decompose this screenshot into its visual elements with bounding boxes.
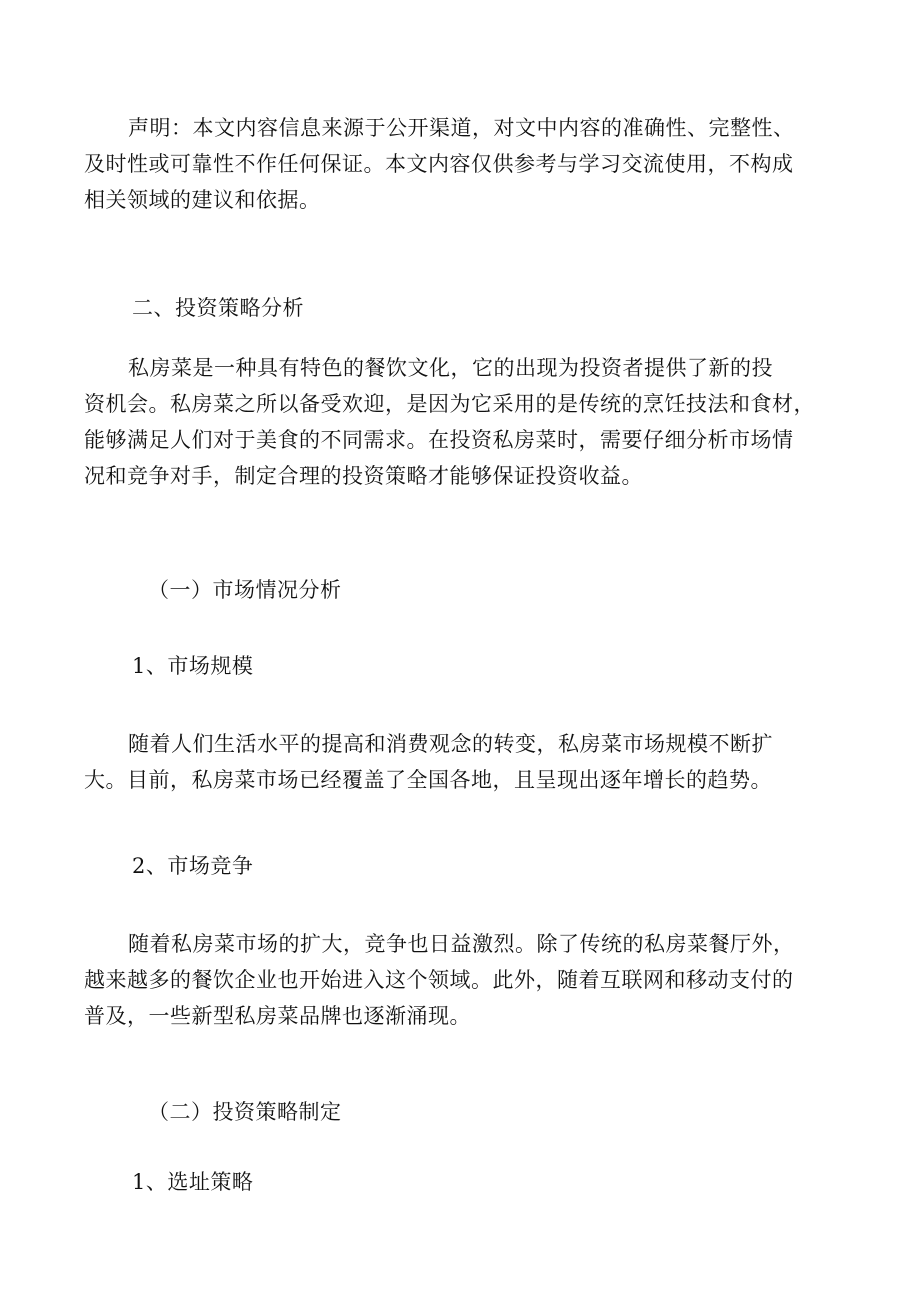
paragraph-line: 普及，一些新型私房菜品牌也逐渐涌现。 [84,1004,471,1028]
disclaimer-line: 相关领域的建议和依据。 [84,188,321,212]
item-heading: 1、选址策略 [132,1170,254,1194]
paragraph-line: 随着人们生活水平的提高和消费观念的转变，私房菜市场规模不断扩 [128,732,773,756]
paragraph-line: 况和竞争对手，制定合理的投资策略才能够保证投资收益。 [84,464,643,488]
item-heading: 2、市场竞争 [132,854,254,878]
market-competition-paragraph [84,926,844,1034]
paragraph-line: 随着私房菜市场的扩大，竞争也日益激烈。除了传统的私房菜餐厅外， [128,932,795,956]
disclaimer-line: 及时性或可靠性不作任何保证。本文内容仅供参考与学习交流使用，不构成 [84,152,794,176]
paragraph-line: 大。目前，私房菜市场已经覆盖了全国各地，且呈现出逐年增长的趋势。 [84,768,772,792]
paragraph-line: 越来越多的餐饮企业也开始进入这个领域。此外，随着互联网和移动支付的 [84,968,794,992]
subsection-heading: （一）市场情况分析 [148,578,342,602]
paragraph-line: 资机会。私房菜之所以备受欢迎，是因为它采用的是传统的烹饪技法和食材， [84,392,815,416]
disclaimer-paragraph [84,110,844,218]
intro-paragraph [84,350,844,494]
item-heading: 1、市场规模 [132,654,254,678]
subsection-heading: （二）投资策略制定 [148,1100,342,1124]
paragraph-line: 私房菜是一种具有特色的餐饮文化，它的出现为投资者提供了新的投 [128,356,773,380]
disclaimer-line: 声明：本文内容信息来源于公开渠道，对文中内容的准确性、完整性、 [128,116,795,140]
section-heading: 二、投资策略分析 [132,296,304,320]
market-size-paragraph [84,726,844,798]
paragraph-line: 能够满足人们对于美食的不同需求。在投资私房菜时，需要仔细分析市场情 [84,428,794,452]
